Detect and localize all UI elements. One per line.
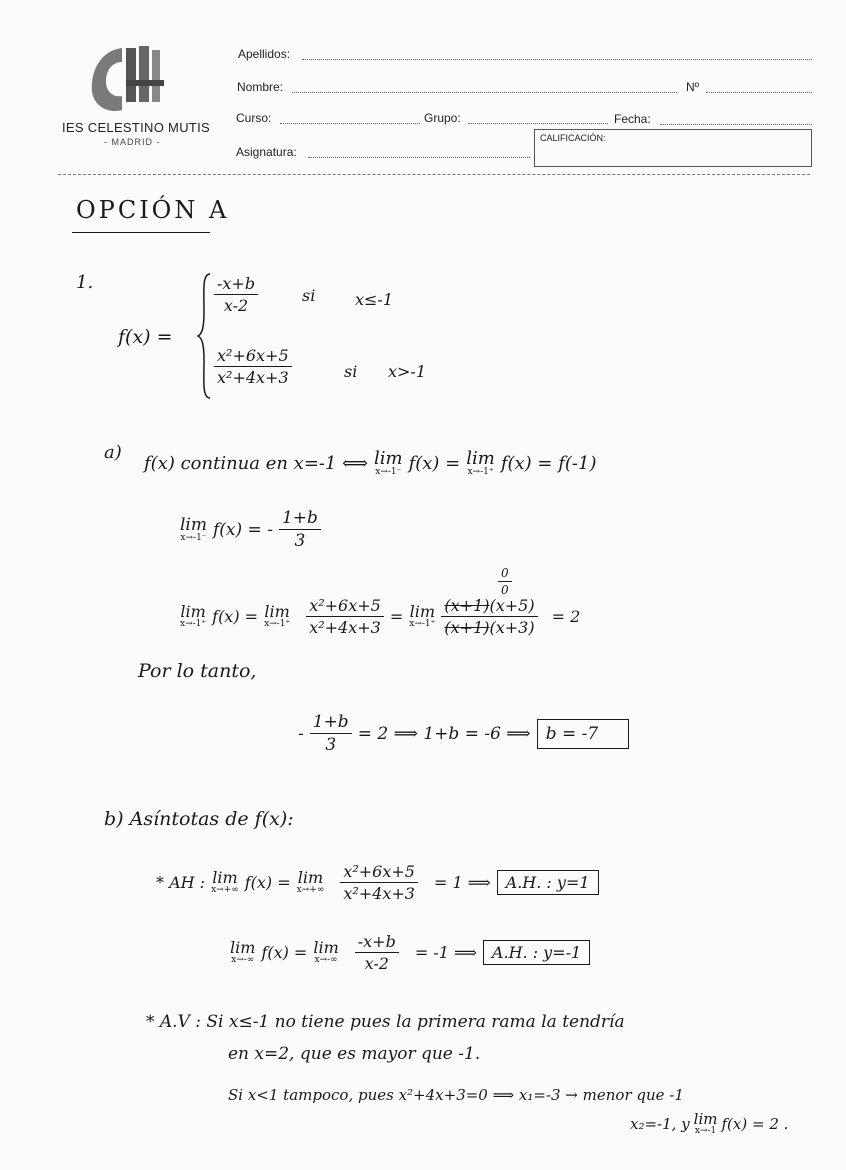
part-b-label: b) Asíntotas de f(x): xyxy=(104,808,294,830)
branch2-cond: x>-1 xyxy=(388,362,427,381)
header-divider xyxy=(58,174,810,175)
curso-field[interactable] xyxy=(280,123,420,124)
line1-end: f(x) = f(-1) xyxy=(500,453,597,474)
av-line4-limit xyxy=(694,1112,718,1136)
line1-lim2-sub: x→-1⁺ xyxy=(467,467,494,477)
factored-den xyxy=(441,617,537,637)
final-answer-box: b = -7 xyxy=(537,719,630,749)
right-lim2-sub: x→-1⁺ xyxy=(264,619,291,629)
right-lim3-word: lim xyxy=(409,602,436,621)
line1-lim1-sub: x→-1⁻ xyxy=(375,467,402,477)
left-expr: f(x) = - xyxy=(213,519,273,540)
numero-field[interactable] xyxy=(706,92,812,93)
right-expr: f(x) = xyxy=(212,607,259,626)
ah1-answer-box: A.H. : y=1 xyxy=(497,870,599,895)
curso-label: Curso: xyxy=(236,111,272,125)
right-limit xyxy=(180,604,206,629)
branch1-num: -x+b xyxy=(214,274,258,295)
ah2-fraction xyxy=(355,932,399,973)
final-line xyxy=(298,712,629,755)
zoz-den: 0 xyxy=(501,583,509,597)
part-a-line1 xyxy=(144,450,596,477)
left-lim-word: lim xyxy=(180,514,207,535)
asignatura-field[interactable] xyxy=(308,157,530,158)
final-rest: = 2 ⟹ 1+b = -6 ⟹ xyxy=(357,723,531,744)
line1-limit1 xyxy=(374,450,403,477)
av-line3: Si x<1 tampoco, pues x²+4x+3=0 ⟹ x₁=-3 → menor que -1 xyxy=(228,1086,684,1104)
branch2-den: x²+4x+3 xyxy=(217,368,289,387)
ah1-num: x²+6x+5 xyxy=(340,862,418,883)
ah1-rest: = 1 ⟹ xyxy=(433,873,491,892)
factored-den-a: (x+1) xyxy=(444,618,490,637)
fecha-label: Fecha: xyxy=(614,112,651,126)
apellidos-field[interactable] xyxy=(302,59,812,60)
factored-den-b: (x+3) xyxy=(489,618,535,637)
final-num: 1+b xyxy=(310,712,352,734)
right-den: x²+4x+3 xyxy=(309,618,381,637)
line1-limit2 xyxy=(466,450,495,477)
branch1-cond: x≤-1 xyxy=(355,290,394,309)
right-lim-sub: x→-1⁺ xyxy=(180,619,207,629)
ah2-num: -x+b xyxy=(355,932,399,953)
nombre-field[interactable] xyxy=(292,92,677,93)
ah1-limit xyxy=(211,870,239,895)
ah2-lim2-word: lim xyxy=(313,938,339,957)
branch2-fraction xyxy=(214,346,292,387)
av-line2: en x=2, que es mayor que -1. xyxy=(228,1044,481,1064)
ah1-den: x²+4x+3 xyxy=(343,884,415,903)
fecha-field[interactable] xyxy=(660,124,812,125)
left-limit-line xyxy=(180,508,321,551)
branch1-den: x-2 xyxy=(223,296,249,315)
right-fraction xyxy=(306,596,384,637)
factored-num-b: (x+5) xyxy=(489,596,535,615)
apellidos-label: Apellidos: xyxy=(238,47,291,61)
ah1-expr: f(x) = xyxy=(244,873,291,892)
factored-num-a: (x+1) xyxy=(444,596,490,615)
branch2 xyxy=(214,346,292,387)
av-line4-start: x₂=-1, y xyxy=(630,1115,690,1133)
ah2-lim-word: lim xyxy=(230,938,256,957)
ah2-answer-box: A.H. : y=-1 xyxy=(483,940,590,965)
ah1-limit2 xyxy=(297,870,325,895)
final-minus: - xyxy=(298,723,304,744)
numero-label: Nº xyxy=(686,80,700,94)
final-den: 3 xyxy=(325,735,337,755)
left-num: 1+b xyxy=(279,508,321,530)
piecewise-brace xyxy=(196,272,212,400)
av-line4-lim-sub: x→-1 xyxy=(694,1126,717,1136)
left-limit xyxy=(180,514,207,543)
left-fraction xyxy=(279,508,321,551)
option-title: OPCIÓN A xyxy=(76,196,230,224)
ah-line1 xyxy=(156,862,599,903)
ah2-limit xyxy=(230,940,255,965)
av-line4 xyxy=(630,1112,788,1136)
ah2-expr: f(x) = xyxy=(261,943,308,962)
line1-lim1-word: lim xyxy=(373,448,403,469)
branch1 xyxy=(214,274,258,315)
function-name: f(x) = xyxy=(118,326,173,348)
ah2-den: x-2 xyxy=(364,954,389,973)
av-line4-end: f(x) = 2 . xyxy=(721,1115,789,1133)
ah-label: * AH : xyxy=(156,873,206,892)
school-name: IES CELESTINO MUTIS xyxy=(62,120,211,135)
right-limit-line xyxy=(180,596,580,637)
ah2-lim-sub: x→-∞ xyxy=(231,955,255,965)
branch2-num: x²+6x+5 xyxy=(214,346,292,367)
right-eq: = xyxy=(389,607,404,626)
final-fraction xyxy=(310,712,352,755)
ah2-rest: = -1 ⟹ xyxy=(414,943,477,962)
school-city: - MADRID - xyxy=(104,137,161,147)
line1-lim2-word: lim xyxy=(466,448,495,469)
part-a-label: a) xyxy=(104,442,122,463)
school-logo xyxy=(82,40,172,118)
ah1-lim-sub: x→+∞ xyxy=(211,885,239,895)
right-lim3-sub: x→-1⁺ xyxy=(409,619,436,629)
ah-line2 xyxy=(230,932,590,973)
right-limit3 xyxy=(409,604,435,629)
zero-over-zero-fraction xyxy=(498,566,512,597)
right-result: = 2 xyxy=(551,607,581,626)
right-lim-word: lim xyxy=(180,602,206,621)
left-lim-sub: x→-1⁻ xyxy=(180,532,207,543)
line1-mid: f(x) = xyxy=(408,453,461,474)
factored-fraction xyxy=(441,596,537,637)
zero-over-zero xyxy=(498,566,512,597)
right-lim2-word: lim xyxy=(264,602,290,621)
ah1-lim2-sub: x→+∞ xyxy=(296,885,325,895)
calificacion-label: CALIFICACIÓN: xyxy=(540,133,606,143)
problem-number: 1. xyxy=(76,272,94,293)
asignatura-label: Asignatura: xyxy=(236,145,297,159)
grupo-label: Grupo: xyxy=(424,111,461,125)
branch1-cond-word: si xyxy=(302,286,316,305)
ah1-lim-word: lim xyxy=(212,868,238,887)
zoz-num: 0 xyxy=(498,566,512,582)
ah2-limit2 xyxy=(313,940,338,965)
grupo-field[interactable] xyxy=(468,123,608,124)
ah2-lim2-sub: x→-∞ xyxy=(314,955,338,965)
left-den: 3 xyxy=(294,531,306,551)
right-num: x²+6x+5 xyxy=(306,596,384,617)
nombre-label: Nombre: xyxy=(237,80,284,94)
line1-start: f(x) continua en x=-1 ⟺ xyxy=(144,453,368,474)
av-line4-lim-word: lim xyxy=(693,1110,718,1128)
therefore-text: Por lo tanto, xyxy=(138,660,257,682)
factored-num xyxy=(441,596,537,617)
ah1-lim2-word: lim xyxy=(297,868,324,887)
right-limit2 xyxy=(264,604,290,629)
av-line1: * A.V : Si x≤-1 no tiene pues la primera rama la tendría xyxy=(146,1012,625,1032)
branch1-fraction xyxy=(214,274,258,315)
branch2-cond-word: si xyxy=(344,362,358,381)
title-underline xyxy=(72,232,210,233)
calificacion-box[interactable] xyxy=(534,129,812,167)
ah1-fraction xyxy=(340,862,418,903)
